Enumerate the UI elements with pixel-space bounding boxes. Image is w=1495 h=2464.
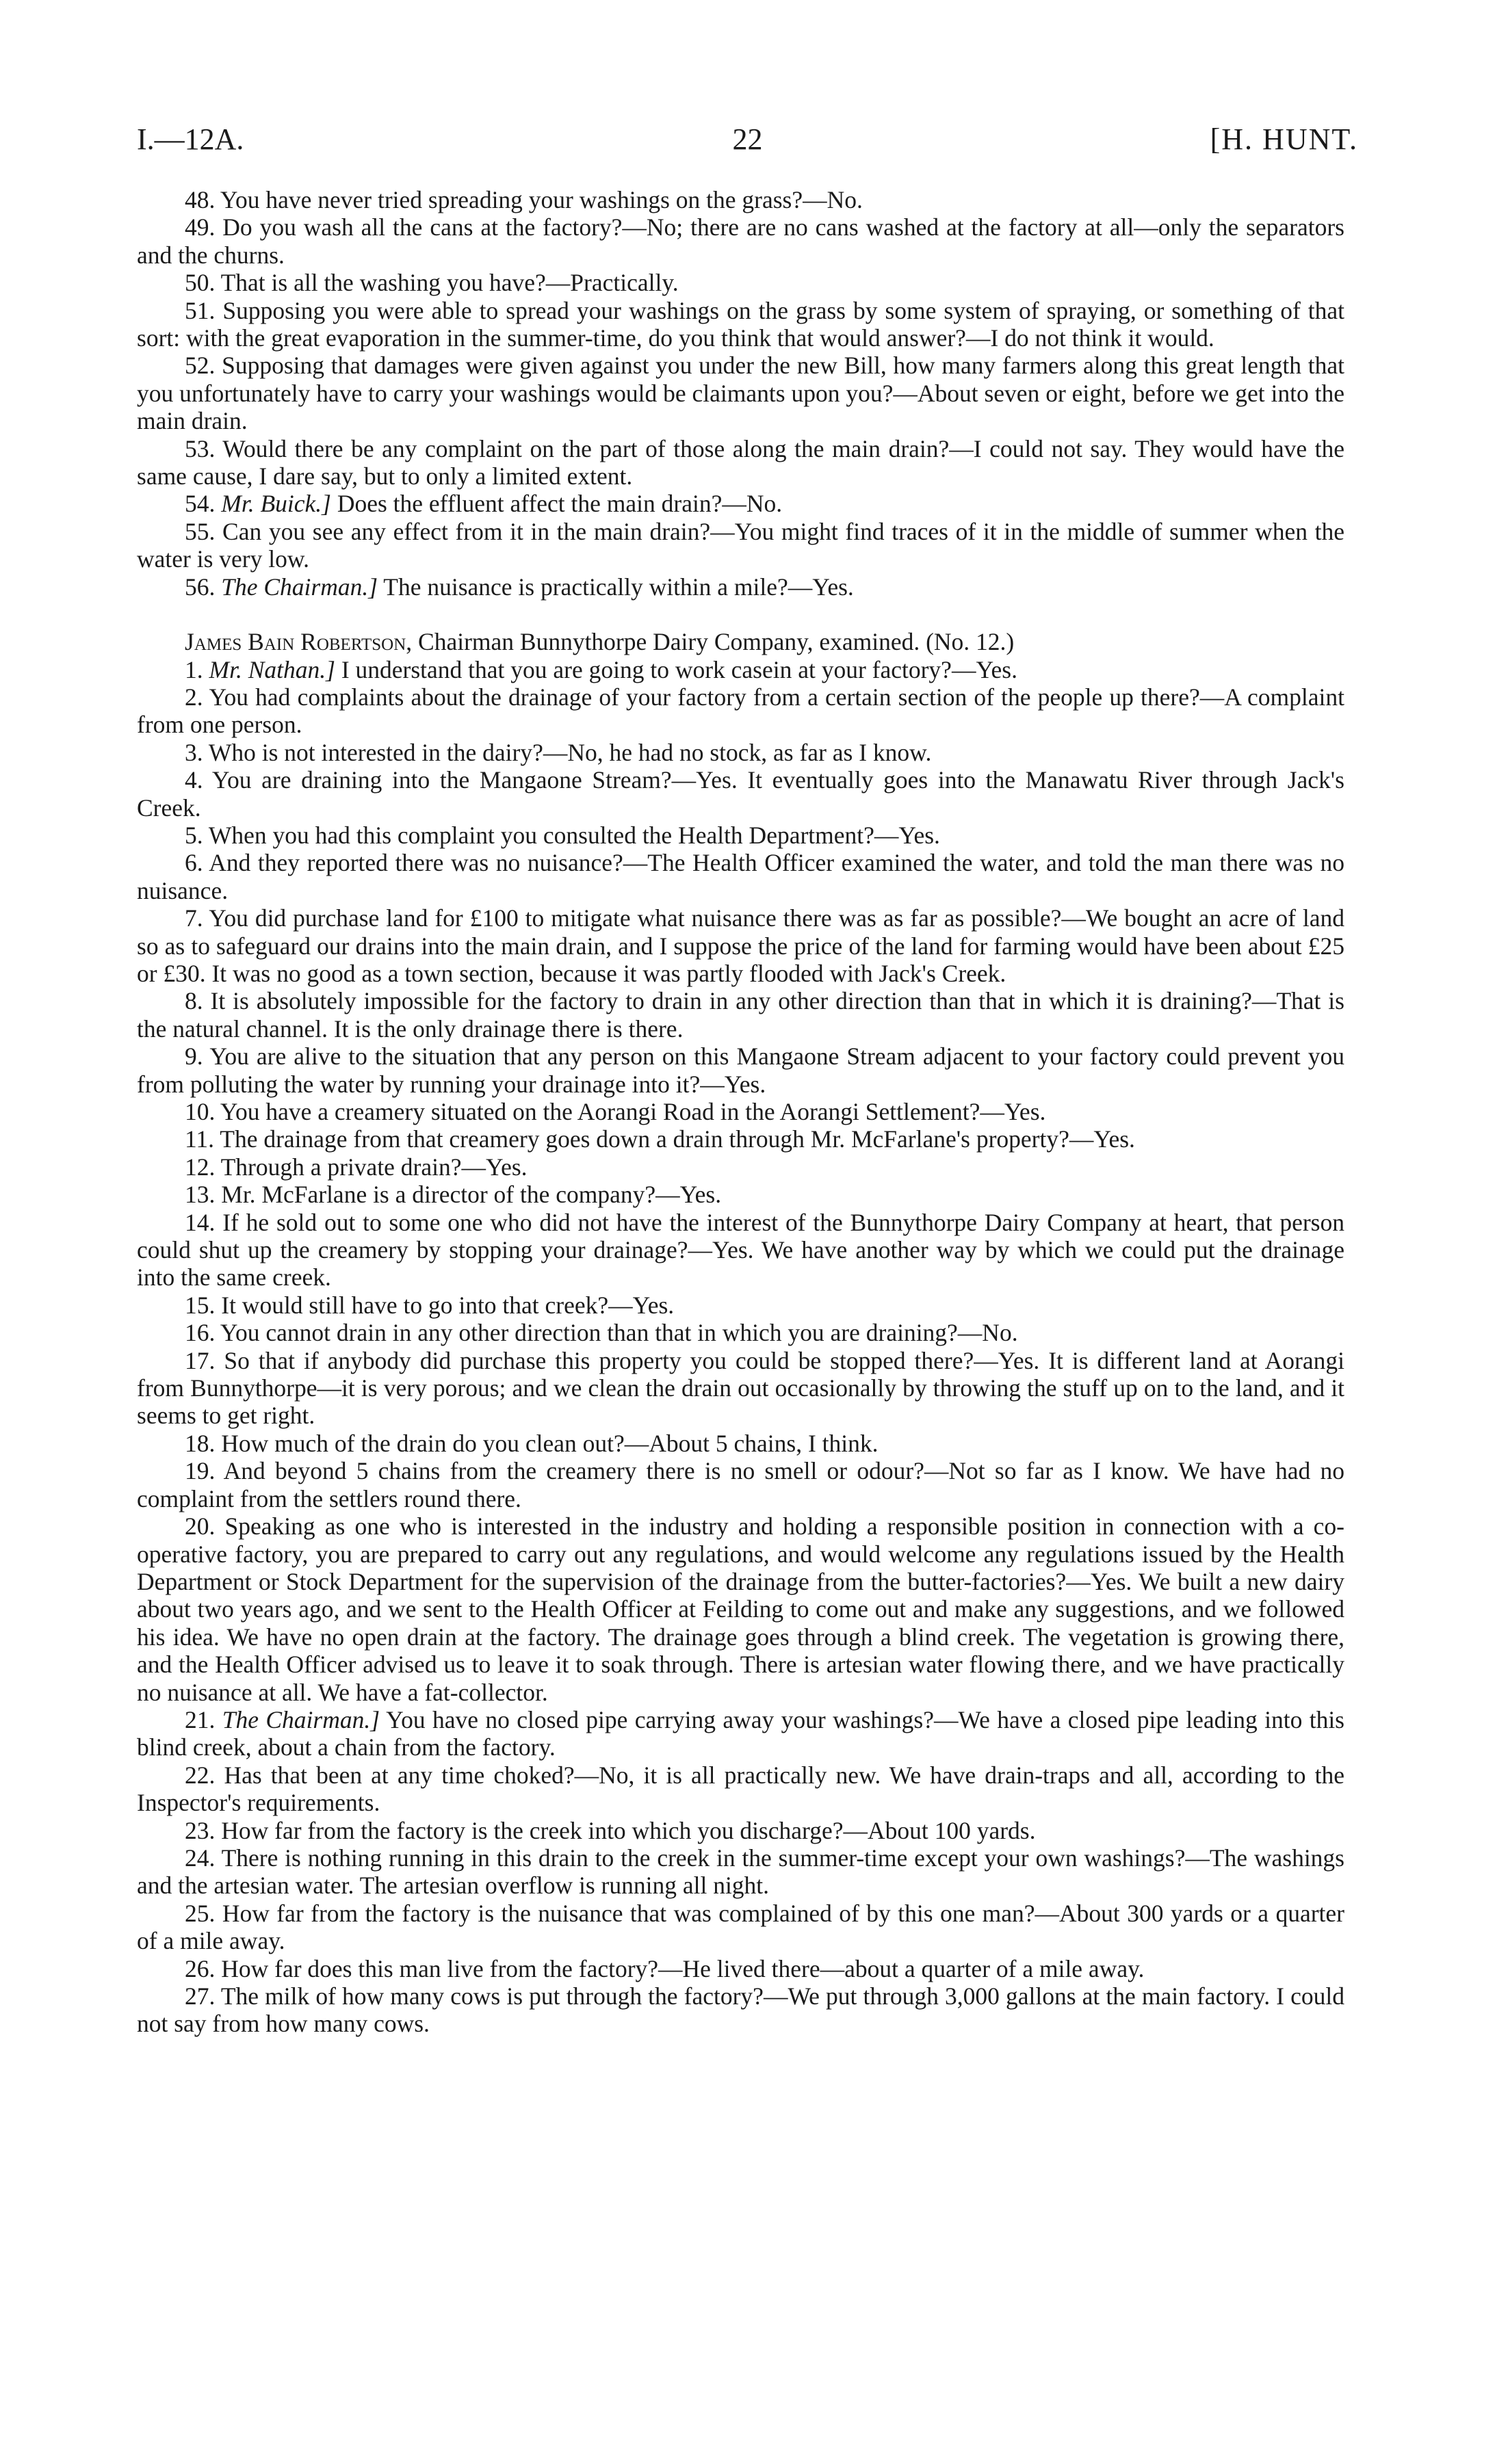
question-text: 14. If he sold out to some one who did not have the interest of the Bunnythorpe Dairy Company at heart, that person could shut up the creamery by stopping your drainage?—Yes. We have another way by which we could put the drainage into the same creek. <box>137 1208 1344 1292</box>
question-number: 1. <box>185 655 203 683</box>
witness-heading <box>137 628 1344 655</box>
paper-reference: I.—12A. <box>137 122 244 156</box>
question-text: 4. You are draining into the Mangaone Stream?—Yes. It eventually goes into the Manawatu River through Jack's Creek. <box>137 766 1344 822</box>
question-text: 23. How far from the factory is the creek into which you discharge?—About 100 yards. <box>185 1816 1036 1844</box>
question-text: 15. It would still have to go into that creek?—Yes. <box>185 1291 675 1319</box>
question-paragraph <box>137 739 1344 766</box>
question-text: 22. Has that been at any time choked?—No, it is all practically new. We have drain-traps and all, according to the Inspector's requirements. <box>137 1761 1344 1817</box>
question-text: 18. How much of the drain do you clean out?—About 5 chains, I think. <box>185 1429 879 1457</box>
question-text: 2. You had complaints about the drainage of your factory from a certain section of the people up there?—A complaint from one person. <box>137 683 1344 739</box>
question-paragraph <box>137 490 1344 517</box>
question-text: 5. When you had this complaint you consulted the Health Department?—Yes. <box>185 821 940 849</box>
question-text: 19. And beyond 5 chains from the creamery there is no smell or odour?—Not so far as I know. We have had no complaint from the settlers round there. <box>137 1457 1344 1512</box>
question-paragraph <box>137 573 1344 601</box>
speaker-name: The Chairman.] <box>221 573 378 601</box>
question-paragraph <box>137 1043 1344 1098</box>
question-text: 6. And they reported there was no nuisance?—The Health Officer examined the water, and told the man there was no nuisance. <box>137 849 1344 904</box>
question-text: 17. So that if anybody did purchase this property you could be stopped there?—Yes. It is different land at Aorangi from Bunnythorpe—it is very porous; and we clean the drain out occasionally by throwing the stuff up on to the land, and it seems to get right. <box>137 1346 1344 1430</box>
question-text: 55. Can you see any effect from it in the main drain?—You might find traces of it in the middle of summer when the water is very low. <box>137 517 1344 573</box>
question-text: 53. Would there be any complaint on the part of those along the main drain?—I could not say. They would have the same cause, I dare say, but to only a limited extent. <box>137 434 1344 490</box>
evidence-section-2 <box>137 656 1344 2038</box>
question-paragraph <box>137 1347 1344 1430</box>
question-paragraph <box>137 1209 1344 1292</box>
question-text: 13. Mr. McFarlane is a director of the company?—Yes. <box>185 1181 722 1209</box>
question-text: Does the effluent affect the main drain?—No. <box>337 490 783 518</box>
speaker-name: Mr. Buick.] <box>221 490 331 518</box>
question-paragraph <box>137 1181 1344 1208</box>
question-text: 49. Do you wash all the cans at the factory?—No; there are no cans washed at the factory at all—only the separators and the churns. <box>137 213 1344 269</box>
question-paragraph <box>137 352 1344 434</box>
question-text: The nuisance is practically within a mile?—Yes. <box>383 573 854 601</box>
question-text: 10. You have a creamery situated on the Aorangi Road in the Aorangi Settlement?—Yes. <box>185 1098 1046 1125</box>
question-paragraph <box>137 904 1344 987</box>
question-text: 51. Supposing you were able to spread your washings on the grass by some system of spraying, or something of that sort: with the great evaporation in the summer-time, do you think that would answer?—I do not think it would. <box>137 296 1344 352</box>
witness-description: , Chairman Bunnythorpe Dairy Company, examined. (No. 12.) <box>406 628 1015 656</box>
question-paragraph <box>137 1955 1344 1982</box>
question-paragraph <box>137 822 1344 849</box>
question-paragraph <box>137 213 1344 269</box>
question-text: I understand that you are going to work casein at your factory?—Yes. <box>341 655 1017 683</box>
question-paragraph <box>137 186 1344 213</box>
question-paragraph <box>137 766 1344 822</box>
question-paragraph <box>137 1761 1344 1817</box>
question-text: 9. You are alive to the situation that any person on this Mangaone Stream adjacent to your factory could prevent you from polluting the water by running your drainage into it?—Yes. <box>137 1043 1344 1098</box>
question-paragraph <box>137 1706 1344 1761</box>
witness-reference: [H. HUNT. <box>1210 122 1358 156</box>
question-paragraph <box>137 1982 1344 2038</box>
speaker-name: Mr. Nathan.] <box>209 655 335 683</box>
question-paragraph <box>137 987 1344 1043</box>
question-text: 52. Supposing that damages were given against you under the new Bill, how many farmers along this great length that you unfortunately have to carry your washings would be claimants upon you?—About seven or eight, before we get into the main drain. <box>137 352 1344 435</box>
question-paragraph <box>137 1457 1344 1512</box>
question-text: 16. You cannot drain in any other direction than that in which you are draining?—No. <box>185 1319 1018 1347</box>
question-text: 12. Through a private drain?—Yes. <box>185 1153 528 1181</box>
question-paragraph <box>137 1900 1344 1955</box>
question-paragraph <box>137 1512 1344 1706</box>
question-paragraph <box>137 1817 1344 1844</box>
witness-name: James Bain Robertson <box>185 628 406 656</box>
page-number: 22 <box>732 122 763 156</box>
question-text: You have no closed pipe carrying away your washings?—We have a closed pipe leading into this blind creek, about a chain from the factory. <box>137 1705 1344 1761</box>
page-header <box>137 122 1358 163</box>
evidence-section-1 <box>137 186 1344 601</box>
question-paragraph <box>137 518 1344 573</box>
question-text: 27. The milk of how many cows is put through the factory?—We put through 3,000 gallons at the main factory. I could not say from how many cows. <box>137 1982 1344 2038</box>
question-paragraph <box>137 1098 1344 1125</box>
document-body <box>137 186 1344 2038</box>
question-text: 50. That is all the washing you have?—Practically. <box>185 269 679 297</box>
question-text: 7. You did purchase land for £100 to mitigate what nuisance there was as far as possible?—We bought an acre of land so as to safeguard our drains into the main drain, and I suppose the price of the land for farming would have been about £25 or £30. It was no good as a town section, because it was partly flooded with Jack's Creek. <box>137 904 1344 987</box>
question-paragraph <box>137 849 1344 904</box>
question-paragraph <box>137 435 1344 490</box>
question-paragraph <box>137 1430 1344 1457</box>
question-paragraph <box>137 1153 1344 1181</box>
question-number: 21. <box>185 1705 216 1733</box>
question-paragraph <box>137 1125 1344 1153</box>
question-paragraph <box>137 269 1344 296</box>
question-paragraph <box>137 683 1344 739</box>
section-gap <box>137 601 1344 628</box>
question-paragraph <box>137 656 1344 683</box>
question-text: 20. Speaking as one who is interested in the industry and holding a responsible position in connection with a co-operative factory, you are prepared to carry out any regulations, and would welcome any regulations issued by the Health Department or Stock Department for the supervision of the drainage from the butter-factories?—Yes. We built a new dairy about two years ago, and we sent to the Health Officer at Feilding to come out and make any suggestions, and we followed his idea. We have no open drain at the factory. The drainage goes through a blind creek. The vegetation is growing there, and the Health Officer advised us to leave it to soak through. There is artesian water flowing there, and we have practically no nuisance at all. We have a fat-collector. <box>137 1512 1344 1706</box>
question-text: 24. There is nothing running in this drain to the creek in the summer-time except your own washings?—The washings and the artesian water. The artesian overflow is running all night. <box>137 1844 1344 1900</box>
question-text: 8. It is absolutely impossible for the factory to drain in any other direction than that in which it is draining?—That is the natural channel. It is the only drainage there is there. <box>137 987 1344 1043</box>
question-number: 54. <box>185 490 216 518</box>
question-text: 11. The drainage from that creamery goes down a drain through Mr. McFarlane's property?—Yes. <box>185 1125 1135 1153</box>
question-text: 48. You have never tried spreading your washings on the grass?—No. <box>185 186 863 213</box>
question-text: 25. How far from the factory is the nuisance that was complained of by this one man?—About 300 yards or a quarter of a mile away. <box>137 1899 1344 1955</box>
question-number: 56. <box>185 573 216 601</box>
question-paragraph <box>137 1319 1344 1346</box>
question-paragraph <box>137 297 1344 352</box>
question-text: 26. How far does this man live from the factory?—He lived there—about a quarter of a mile away. <box>185 1954 1145 1982</box>
question-text: 3. Who is not interested in the dairy?—No, he had no stock, as far as I know. <box>185 738 932 766</box>
question-paragraph <box>137 1844 1344 1900</box>
speaker-name: The Chairman.] <box>222 1705 380 1733</box>
question-paragraph <box>137 1292 1344 1319</box>
